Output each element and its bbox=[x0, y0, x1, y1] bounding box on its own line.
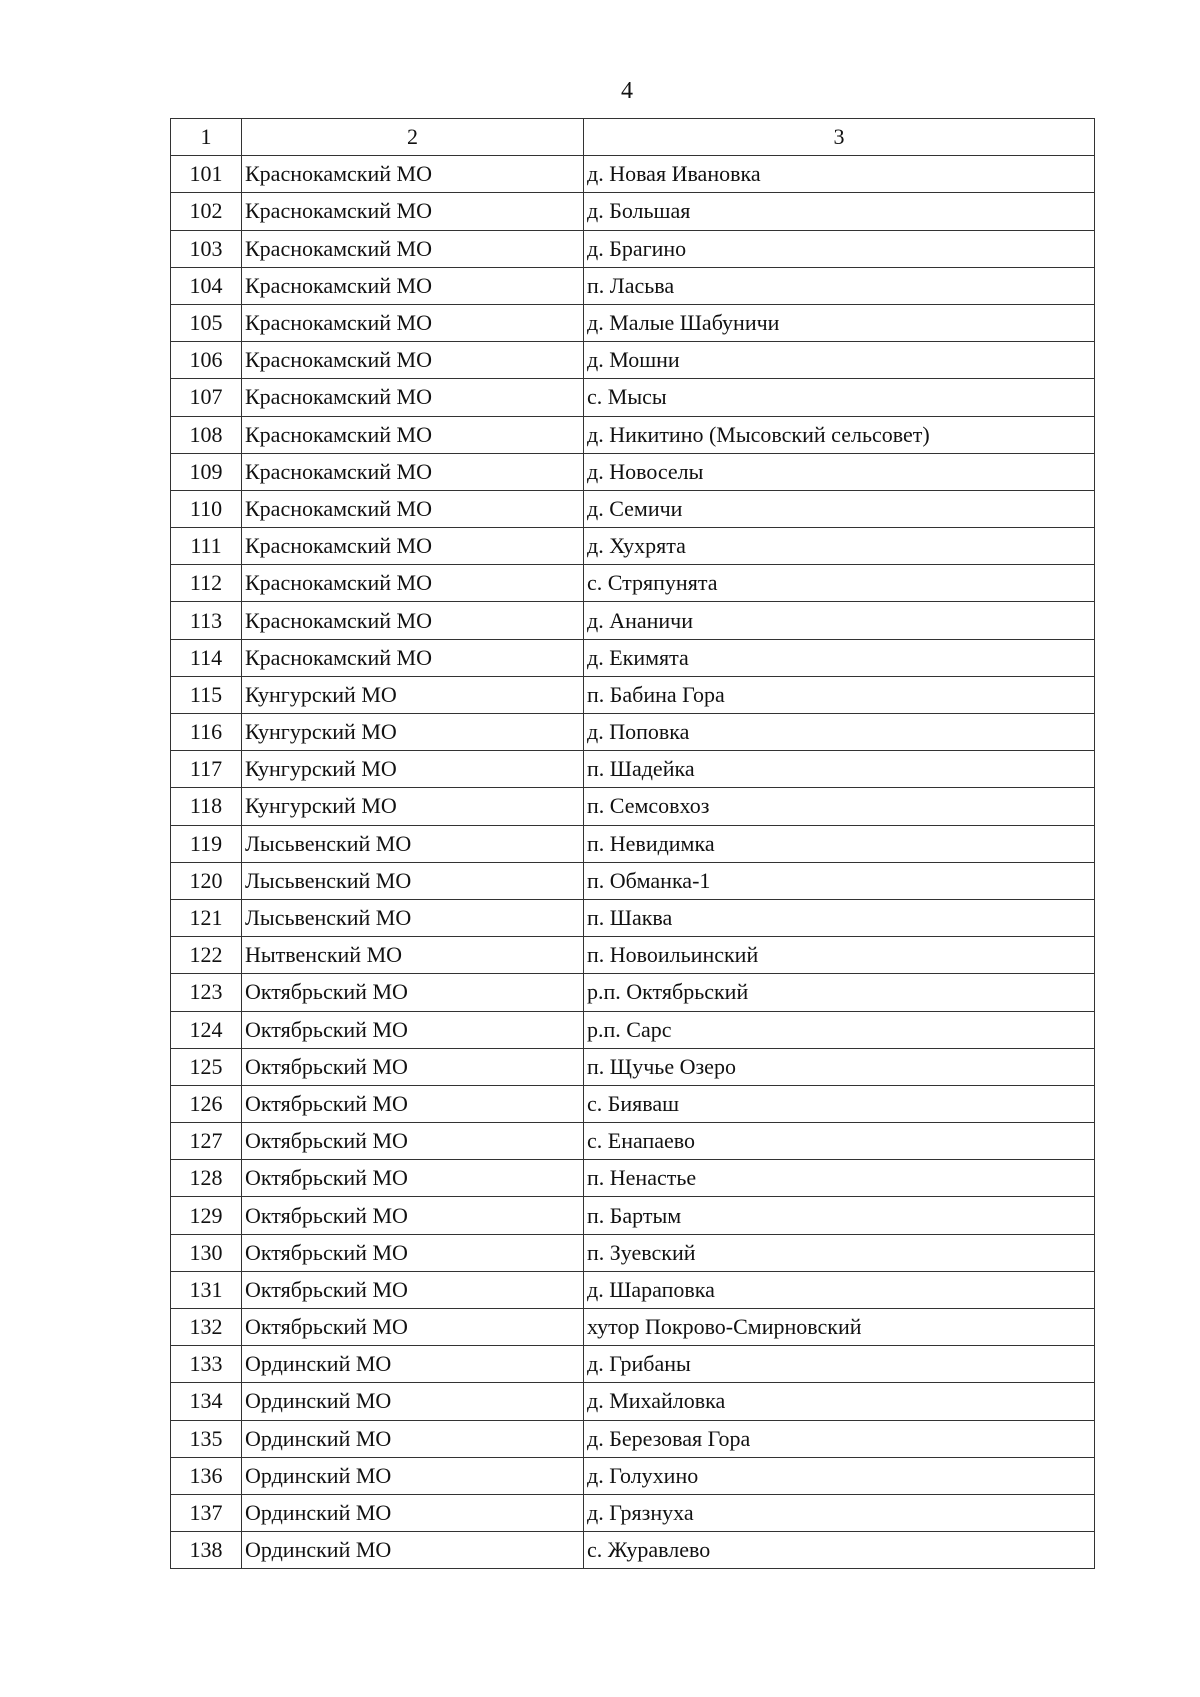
table-row bbox=[171, 156, 1095, 193]
municipality-cell: Ординский МО bbox=[242, 1420, 584, 1457]
row-number-cell: 124 bbox=[171, 1011, 242, 1048]
municipality-cell: Октябрьский МО bbox=[242, 1197, 584, 1234]
table-row bbox=[171, 1123, 1095, 1160]
settlement-cell: д. Михайловка bbox=[584, 1383, 1095, 1420]
row-number-cell: 126 bbox=[171, 1085, 242, 1122]
table-row bbox=[171, 751, 1095, 788]
municipality-cell: Октябрьский МО bbox=[242, 974, 584, 1011]
table-row bbox=[171, 193, 1095, 230]
row-number-cell: 114 bbox=[171, 639, 242, 676]
settlement-cell: д. Мошни bbox=[584, 342, 1095, 379]
settlement-cell: д. Грязнуха bbox=[584, 1494, 1095, 1531]
settlement-cell: хутор Покрово-Смирновский bbox=[584, 1309, 1095, 1346]
row-number-cell: 104 bbox=[171, 267, 242, 304]
table-row bbox=[171, 1457, 1095, 1494]
header-cell-3: 3 bbox=[584, 119, 1095, 156]
table-row bbox=[171, 937, 1095, 974]
municipality-cell: Краснокамский МО bbox=[242, 490, 584, 527]
table-row bbox=[171, 1048, 1095, 1085]
row-number-cell: 119 bbox=[171, 825, 242, 862]
settlement-cell: д. Голухино bbox=[584, 1457, 1095, 1494]
row-number-cell: 121 bbox=[171, 899, 242, 936]
row-number-cell: 111 bbox=[171, 528, 242, 565]
table-row bbox=[171, 714, 1095, 751]
municipality-cell: Нытвенский МО bbox=[242, 937, 584, 974]
municipality-cell: Краснокамский МО bbox=[242, 602, 584, 639]
table-row bbox=[171, 1494, 1095, 1531]
row-number-cell: 136 bbox=[171, 1457, 242, 1494]
table-body bbox=[171, 119, 1095, 1569]
row-number-cell: 122 bbox=[171, 937, 242, 974]
municipality-cell: Лысьвенский МО bbox=[242, 862, 584, 899]
settlement-cell: п. Зуевский bbox=[584, 1234, 1095, 1271]
settlement-cell: д. Большая bbox=[584, 193, 1095, 230]
settlement-cell: д. Грибаны bbox=[584, 1346, 1095, 1383]
municipality-cell: Ординский МО bbox=[242, 1494, 584, 1531]
table-row bbox=[171, 528, 1095, 565]
municipality-cell: Кунгурский МО bbox=[242, 714, 584, 751]
table-row bbox=[171, 825, 1095, 862]
table-row bbox=[171, 304, 1095, 341]
row-number-cell: 138 bbox=[171, 1532, 242, 1569]
row-number-cell: 101 bbox=[171, 156, 242, 193]
row-number-cell: 108 bbox=[171, 416, 242, 453]
municipality-cell: Краснокамский МО bbox=[242, 639, 584, 676]
settlement-cell: д. Шараповка bbox=[584, 1271, 1095, 1308]
municipality-cell: Ординский МО bbox=[242, 1532, 584, 1569]
settlement-cell: д. Ананичи bbox=[584, 602, 1095, 639]
municipality-cell: Кунгурский МО bbox=[242, 676, 584, 713]
municipality-cell: Октябрьский МО bbox=[242, 1271, 584, 1308]
table-row bbox=[171, 974, 1095, 1011]
settlement-cell: д. Екимята bbox=[584, 639, 1095, 676]
table-row bbox=[171, 1532, 1095, 1569]
table-row bbox=[171, 1346, 1095, 1383]
settlement-cell: п. Шаква bbox=[584, 899, 1095, 936]
row-number-cell: 129 bbox=[171, 1197, 242, 1234]
municipality-cell: Октябрьский МО bbox=[242, 1085, 584, 1122]
row-number-cell: 118 bbox=[171, 788, 242, 825]
table-row bbox=[171, 639, 1095, 676]
table-row bbox=[171, 1420, 1095, 1457]
table-row bbox=[171, 490, 1095, 527]
settlement-cell: р.п. Сарс bbox=[584, 1011, 1095, 1048]
settlement-cell: д. Новая Ивановка bbox=[584, 156, 1095, 193]
row-number-cell: 113 bbox=[171, 602, 242, 639]
table-row bbox=[171, 1197, 1095, 1234]
row-number-cell: 115 bbox=[171, 676, 242, 713]
settlements-table bbox=[170, 118, 1095, 1569]
table-row bbox=[171, 1383, 1095, 1420]
header-cell-1: 1 bbox=[171, 119, 242, 156]
settlement-cell: п. Бартым bbox=[584, 1197, 1095, 1234]
row-number-cell: 105 bbox=[171, 304, 242, 341]
table-row bbox=[171, 788, 1095, 825]
table-row bbox=[171, 267, 1095, 304]
municipality-cell: Краснокамский МО bbox=[242, 230, 584, 267]
municipality-cell: Октябрьский МО bbox=[242, 1011, 584, 1048]
municipality-cell: Ординский МО bbox=[242, 1346, 584, 1383]
municipality-cell: Краснокамский МО bbox=[242, 193, 584, 230]
header-cell-2: 2 bbox=[242, 119, 584, 156]
table-row bbox=[171, 1085, 1095, 1122]
row-number-cell: 120 bbox=[171, 862, 242, 899]
row-number-cell: 132 bbox=[171, 1309, 242, 1346]
municipality-cell: Ординский МО bbox=[242, 1383, 584, 1420]
row-number-cell: 123 bbox=[171, 974, 242, 1011]
settlement-cell: д. Никитино (Мысовский сельсовет) bbox=[584, 416, 1095, 453]
settlement-cell: п. Невидимка bbox=[584, 825, 1095, 862]
page-number: 4 bbox=[621, 78, 633, 104]
row-number-cell: 137 bbox=[171, 1494, 242, 1531]
table-row bbox=[171, 1234, 1095, 1271]
municipality-cell: Краснокамский МО bbox=[242, 565, 584, 602]
row-number-cell: 112 bbox=[171, 565, 242, 602]
row-number-cell: 106 bbox=[171, 342, 242, 379]
table-row bbox=[171, 1309, 1095, 1346]
municipality-cell: Октябрьский МО bbox=[242, 1048, 584, 1085]
row-number-cell: 133 bbox=[171, 1346, 242, 1383]
row-number-cell: 130 bbox=[171, 1234, 242, 1271]
settlement-cell: п. Семсовхоз bbox=[584, 788, 1095, 825]
municipality-cell: Краснокамский МО bbox=[242, 267, 584, 304]
row-number-cell: 117 bbox=[171, 751, 242, 788]
table-row bbox=[171, 230, 1095, 267]
municipality-cell: Октябрьский МО bbox=[242, 1234, 584, 1271]
table-row bbox=[171, 1271, 1095, 1308]
settlement-cell: п. Новоильинский bbox=[584, 937, 1095, 974]
settlement-cell: п. Щучье Озеро bbox=[584, 1048, 1095, 1085]
table-row bbox=[171, 676, 1095, 713]
table-row bbox=[171, 453, 1095, 490]
row-number-cell: 134 bbox=[171, 1383, 242, 1420]
municipality-cell: Кунгурский МО bbox=[242, 751, 584, 788]
row-number-cell: 109 bbox=[171, 453, 242, 490]
settlement-cell: с. Мысы bbox=[584, 379, 1095, 416]
settlement-cell: с. Енапаево bbox=[584, 1123, 1095, 1160]
settlement-cell: д. Новоселы bbox=[584, 453, 1095, 490]
table-row bbox=[171, 379, 1095, 416]
table-row bbox=[171, 862, 1095, 899]
table-row bbox=[171, 899, 1095, 936]
municipality-cell: Краснокамский МО bbox=[242, 453, 584, 490]
settlement-cell: п. Ненастье bbox=[584, 1160, 1095, 1197]
row-number-cell: 103 bbox=[171, 230, 242, 267]
table-header-row bbox=[171, 119, 1095, 156]
municipality-cell: Лысьвенский МО bbox=[242, 825, 584, 862]
settlement-cell: д. Хухрята bbox=[584, 528, 1095, 565]
settlement-cell: с. Стряпунята bbox=[584, 565, 1095, 602]
settlement-cell: п. Бабина Гора bbox=[584, 676, 1095, 713]
municipality-cell: Краснокамский МО bbox=[242, 342, 584, 379]
municipality-cell: Октябрьский МО bbox=[242, 1123, 584, 1160]
settlement-cell: п. Ласьва bbox=[584, 267, 1095, 304]
row-number-cell: 102 bbox=[171, 193, 242, 230]
row-number-cell: 131 bbox=[171, 1271, 242, 1308]
municipality-cell: Краснокамский МО bbox=[242, 416, 584, 453]
municipality-cell: Краснокамский МО bbox=[242, 156, 584, 193]
table-row bbox=[171, 1011, 1095, 1048]
municipality-cell: Лысьвенский МО bbox=[242, 899, 584, 936]
settlement-cell: п. Шадейка bbox=[584, 751, 1095, 788]
row-number-cell: 116 bbox=[171, 714, 242, 751]
row-number-cell: 127 bbox=[171, 1123, 242, 1160]
settlement-cell: с. Бияваш bbox=[584, 1085, 1095, 1122]
settlement-cell: с. Журавлево bbox=[584, 1532, 1095, 1569]
table-row bbox=[171, 416, 1095, 453]
row-number-cell: 125 bbox=[171, 1048, 242, 1085]
municipality-cell: Краснокамский МО bbox=[242, 379, 584, 416]
row-number-cell: 128 bbox=[171, 1160, 242, 1197]
row-number-cell: 107 bbox=[171, 379, 242, 416]
table-row bbox=[171, 1160, 1095, 1197]
municipality-cell: Октябрьский МО bbox=[242, 1309, 584, 1346]
municipality-cell: Ординский МО bbox=[242, 1457, 584, 1494]
table-row bbox=[171, 602, 1095, 639]
settlement-cell: д. Семичи bbox=[584, 490, 1095, 527]
municipality-cell: Краснокамский МО bbox=[242, 528, 584, 565]
table-row bbox=[171, 565, 1095, 602]
settlement-cell: д. Брагино bbox=[584, 230, 1095, 267]
settlement-cell: д. Малые Шабуничи bbox=[584, 304, 1095, 341]
settlement-cell: д. Березовая Гора bbox=[584, 1420, 1095, 1457]
settlement-cell: д. Поповка bbox=[584, 714, 1095, 751]
municipality-cell: Кунгурский МО bbox=[242, 788, 584, 825]
row-number-cell: 135 bbox=[171, 1420, 242, 1457]
settlement-cell: р.п. Октябрьский bbox=[584, 974, 1095, 1011]
table-row bbox=[171, 342, 1095, 379]
municipality-cell: Октябрьский МО bbox=[242, 1160, 584, 1197]
settlement-cell: п. Обманка-1 bbox=[584, 862, 1095, 899]
row-number-cell: 110 bbox=[171, 490, 242, 527]
municipality-cell: Краснокамский МО bbox=[242, 304, 584, 341]
